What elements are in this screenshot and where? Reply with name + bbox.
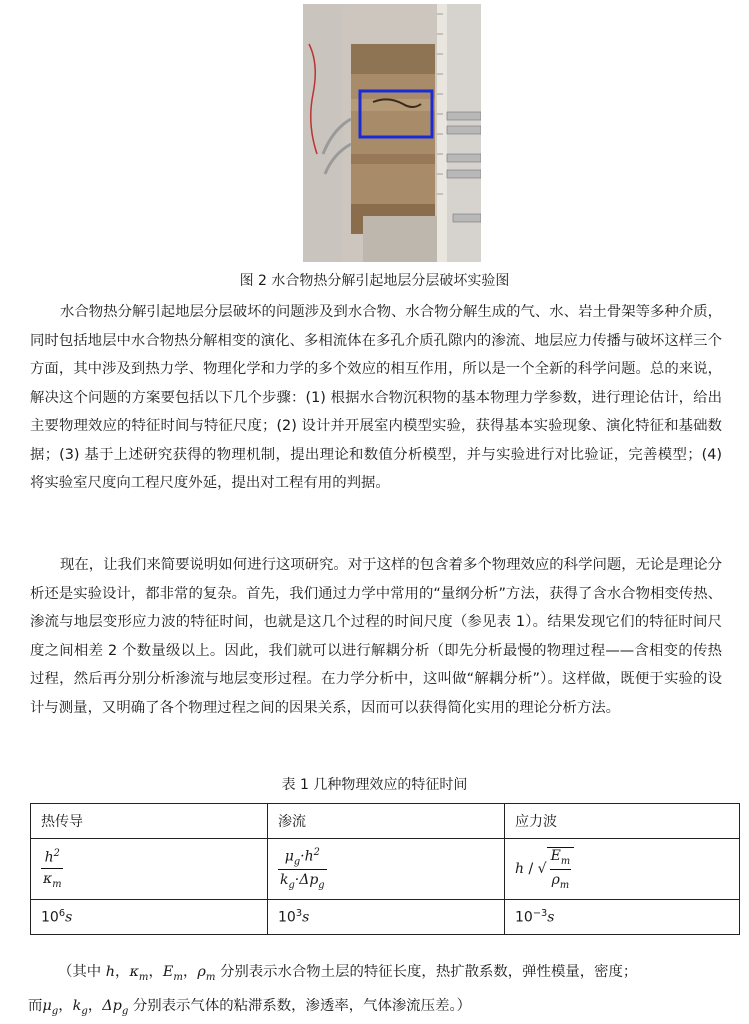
formula-heat-conduction xyxy=(31,839,268,900)
paragraph-1 xyxy=(30,298,722,498)
header-seepage: 渗流 xyxy=(268,804,505,839)
value-seepage: $10^3s$ xyxy=(268,900,505,935)
experiment-photo xyxy=(303,4,481,262)
note-line-1: （其中 h，$\kappa_m$，$E_m$，$\rho_m$ 分别表示水合物土层的特征长度，热扩散系数，弹性模量，密度； xyxy=(58,964,638,983)
fraction-h2-over-kappa: $\frac{h^2}{\kappa_m}$ xyxy=(43,848,62,890)
formula-stress-wave: h / √ $\frac{E_m}{\rho_m}$ xyxy=(505,839,740,900)
header-heat-conduction: 热传导 xyxy=(31,804,268,839)
hydrate-column-illustration xyxy=(303,4,481,262)
value-heat-conduction: $10^6s$ xyxy=(31,900,268,935)
header-stress-wave: 应力波 xyxy=(505,804,740,839)
characteristic-time-table xyxy=(30,803,740,935)
formula-seepage xyxy=(268,839,505,900)
value-stress-wave: $10^{-3}s$ xyxy=(505,900,740,935)
table-caption: 表 1 几种物理效应的特征时间 xyxy=(281,777,468,793)
note-line-2: 而$\mu_g$，$k_g$，$\Delta p_g$ 分别表示气体的粘滞系数，渗透率，气体渗流压差。） xyxy=(28,998,472,1017)
paragraph-1-text: 水合物热分解引起地层分层破坏的问题涉及到水合物、水合物分解生成的气、水、岩土骨架等多种介质，同时包括地层中水合物热分解相变的演化、多相流体在多孔介质孔隙内的渗流、地层应力传播与破坏这样三个方面，其中涉及到热力学、物理化学和力学的多个效应的相互作用，所以是一个全新的科学问题。总的来说，解决这个问题的方案要包括以下几个步骤：(1) 根据水合物沉积物的基本物理力学参数，进行理论估计，给出主要物理效应的特征时间与特征尺度；(2) 设计并开展室内模型实验，获得基本实验现象、演化特征和基础数据；(3) 基于上述研究获得的物理机制，提出理论和数值分析模型，并与实验进行对比验证，完善模型；(4) 将实验室尺度向工程尺度外延，提出对工程有用的判据。 xyxy=(30,304,722,491)
fraction-mu-h2-over-k-dp: $\frac{\mu_g\cdot h^2}{k_g\cdot\Delta p_g}$ xyxy=(280,846,325,892)
table-formula-row xyxy=(31,839,740,900)
sqrt-e-over-rho: √ $\frac{E_m}{\rho_m}$ xyxy=(538,847,574,891)
paragraph-2-text: 现在，让我们来简要说明如何进行这项研究。对于这样的包含着多个物理效应的科学问题，无论是理论分析还是实验设计，都非常的复杂。首先，我们通过力学中常用的“量纲分析”方法，获得了含水合物相变传热、渗流与地层变形应力波的特征时间，也就是这几个过程的时间尺度（参见表 1）。结果发现它们的特征时间尺度之间相差 2 个数量级以上。因此，我们就可以进行解耦分析（即先分析最慢的物理过程——含相变的传热过程，然后再分别分析渗流与地层变形过程。在力学分析中，这叫做“解耦分析”）。这样做，既便于实验的设计与测量，又明确了各个物理过程之间的因果关系，因而可以获得简化实用的理论分析方法。 xyxy=(30,557,722,716)
paragraph-2 xyxy=(30,551,722,722)
table-header-row xyxy=(31,804,740,839)
figure-caption: 图 2 水合物热分解引起地层分层破坏实验图 xyxy=(239,273,510,289)
table-value-row xyxy=(31,900,740,935)
